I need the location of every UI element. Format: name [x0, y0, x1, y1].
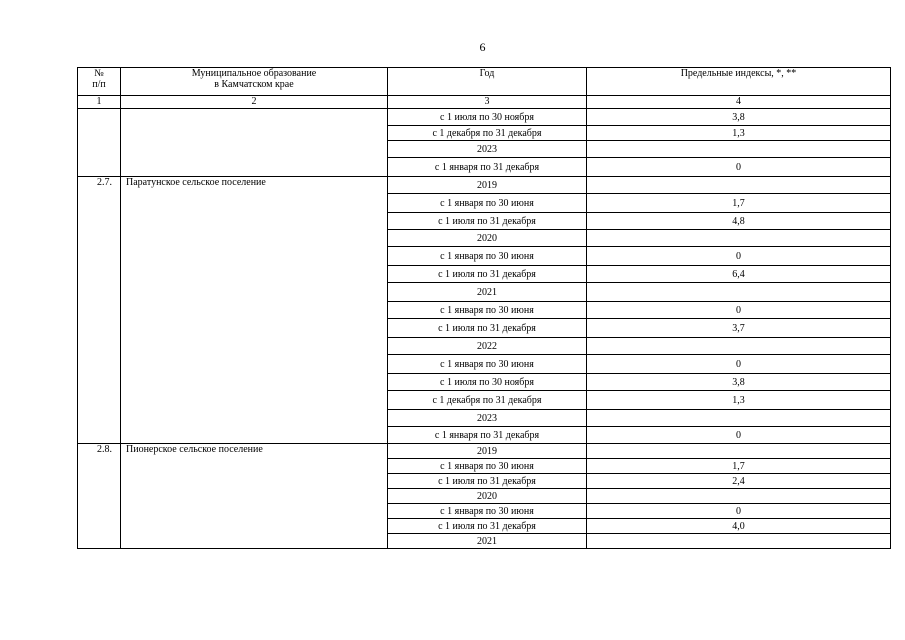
index-value-cell	[587, 444, 891, 459]
header-year: Год	[388, 68, 587, 96]
municipality-name: Пионерское сельское поселение	[121, 444, 388, 549]
index-value-cell	[587, 489, 891, 504]
column-number-row	[78, 96, 891, 109]
index-value-cell: 0	[587, 247, 891, 266]
index-value-cell: 6,4	[587, 266, 891, 283]
period-cell: с 1 января по 31 декабря	[388, 158, 587, 177]
header-municipality	[121, 68, 388, 96]
index-value-cell	[587, 230, 891, 247]
header-municipality-line1: Муниципальное образование	[191, 68, 317, 79]
index-value-cell	[587, 283, 891, 302]
index-value-cell: 2,4	[587, 474, 891, 489]
period-cell: 2020	[388, 230, 587, 247]
index-value-cell: 0	[587, 158, 891, 177]
index-value-cell: 1,7	[587, 194, 891, 213]
municipality-name	[121, 109, 388, 177]
index-value-cell	[587, 177, 891, 194]
period-cell: 2022	[388, 338, 587, 355]
table-header-row	[78, 68, 891, 96]
period-cell: с 1 июля по 30 ноября	[388, 374, 587, 391]
period-cell: с 1 января по 30 июня	[388, 247, 587, 266]
row-number: 2.7.	[78, 177, 121, 444]
period-cell: с 1 июля по 31 декабря	[388, 266, 587, 283]
period-cell: с 1 января по 30 июня	[388, 355, 587, 374]
period-cell: с 1 января по 30 июня	[388, 504, 587, 519]
header-number	[78, 68, 121, 96]
header-limit-index: Предельные индексы, *, **	[587, 68, 891, 96]
index-value-cell: 0	[587, 355, 891, 374]
table-body	[78, 68, 891, 549]
header-number-line2: п/п	[92, 79, 106, 90]
index-value-cell: 1,7	[587, 459, 891, 474]
period-cell: 2021	[388, 283, 587, 302]
period-cell: 2023	[388, 410, 587, 427]
period-cell: с 1 января по 30 июня	[388, 194, 587, 213]
period-cell: с 1 декабря по 31 декабря	[388, 391, 587, 410]
table-row	[78, 109, 891, 126]
period-cell: 2019	[388, 177, 587, 194]
table-row	[78, 177, 891, 194]
index-value-cell: 3,8	[587, 109, 891, 126]
index-value-cell	[587, 141, 891, 158]
index-value-cell: 3,8	[587, 374, 891, 391]
index-value-cell	[587, 410, 891, 427]
table-row	[78, 444, 891, 459]
period-cell: с 1 июля по 31 декабря	[388, 519, 587, 534]
index-value-cell: 0	[587, 427, 891, 444]
column-number-2: 2	[121, 96, 388, 109]
period-cell: 2023	[388, 141, 587, 158]
period-cell: с 1 января по 30 июня	[388, 459, 587, 474]
index-value-cell: 1,3	[587, 391, 891, 410]
page-number: 6	[479, 40, 486, 54]
header-number-line1: №	[94, 68, 104, 79]
column-number-1: 1	[78, 96, 121, 109]
index-value-cell	[587, 338, 891, 355]
index-value-cell: 4,0	[587, 519, 891, 534]
index-value-cell: 3,7	[587, 319, 891, 338]
index-value-cell	[587, 534, 891, 549]
column-number-4: 4	[587, 96, 891, 109]
index-value-cell: 4,8	[587, 213, 891, 230]
column-number-3: 3	[388, 96, 587, 109]
index-value-cell: 0	[587, 302, 891, 319]
limit-index-table	[77, 67, 891, 549]
period-cell: с 1 июля по 31 декабря	[388, 474, 587, 489]
municipality-name: Паратунское сельское поселение	[121, 177, 388, 444]
period-cell: 2020	[388, 489, 587, 504]
index-value-cell: 0	[587, 504, 891, 519]
period-cell: 2021	[388, 534, 587, 549]
period-cell: с 1 января по 31 декабря	[388, 427, 587, 444]
period-cell: с 1 июля по 31 декабря	[388, 319, 587, 338]
header-municipality-line2: в Камчатском крае	[214, 79, 294, 90]
period-cell: с 1 декабря по 31 декабря	[388, 126, 587, 141]
period-cell: с 1 июля по 30 ноября	[388, 109, 587, 126]
index-value-cell: 1,3	[587, 126, 891, 141]
row-number	[78, 109, 121, 177]
period-cell: 2019	[388, 444, 587, 459]
period-cell: с 1 июля по 31 декабря	[388, 213, 587, 230]
period-cell: с 1 января по 30 июня	[388, 302, 587, 319]
row-number: 2.8.	[78, 444, 121, 549]
